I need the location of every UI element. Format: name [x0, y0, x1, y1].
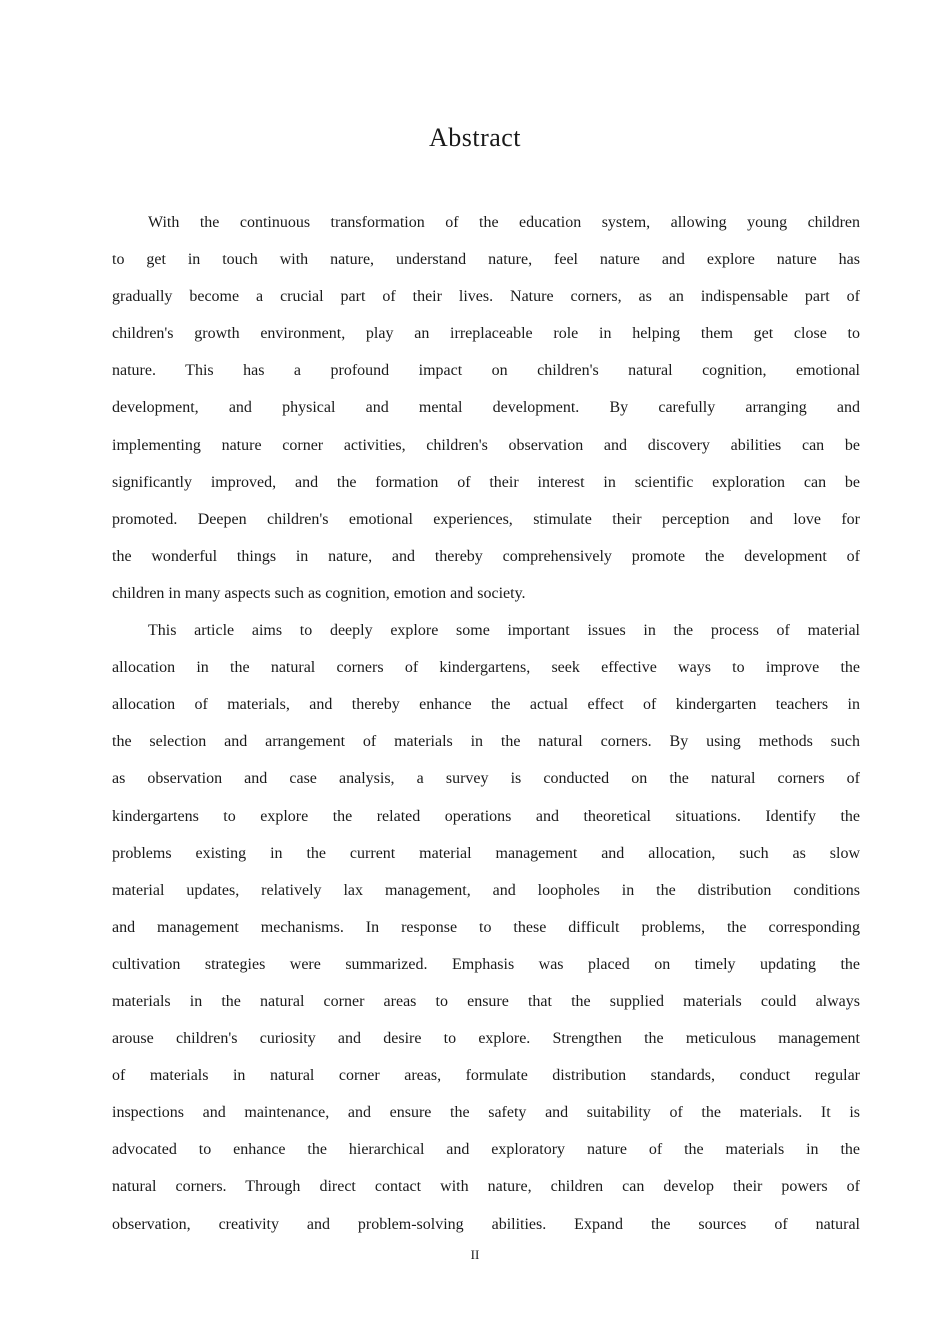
text-line: inspections and maintenance, and ensure the safety and suitability of the materials. It is	[112, 1104, 860, 1122]
text-line: observation, creativity and problem-solving abilities. Expand the sources of natural	[112, 1215, 860, 1233]
text-line: cultivation strategies were summarized. Emphasis was placed on timely updating the	[112, 955, 860, 973]
text-line: the wonderful things in nature, and thereby comprehensively promote the development of	[112, 547, 860, 565]
page-number: II	[470, 1246, 480, 1262]
paragraph	[112, 612, 860, 1243]
text-line: children in many aspects such as cognition, emotion and society.	[112, 584, 526, 602]
text-line: implementing nature corner activities, children's observation and discovery abilities can be	[112, 436, 860, 454]
text-line: material updates, relatively lax management, and loopholes in the distribution conditions	[112, 881, 860, 899]
page-title: Abstract	[428, 123, 522, 152]
text-line: to get in touch with nature, understand nature, feel nature and explore nature has	[112, 251, 860, 269]
text-line: of materials in natural corner areas, formulate distribution standards, conduct regular	[112, 1067, 860, 1085]
text-line: allocation of materials, and thereby enhance the actual effect of kindergarten teachers in	[112, 696, 860, 714]
paragraph	[112, 204, 860, 612]
text-line: This article aims to deeply explore some important issues in the process of material	[148, 622, 860, 640]
text-line: gradually become a crucial part of their lives. Nature corners, as an indispensable part of	[112, 288, 860, 306]
abstract-body	[112, 204, 860, 1243]
text-line: development, and physical and mental development. By carefully arranging and	[112, 399, 860, 417]
text-line: problems existing in the current material management and allocation, such as slow	[112, 844, 860, 862]
text-line: nature. This has a profound impact on children's natural cognition, emotional	[112, 362, 860, 380]
text-line: allocation in the natural corners of kindergartens, seek effective ways to improve the	[112, 659, 860, 677]
text-line: advocated to enhance the hierarchical and exploratory nature of the materials in the	[112, 1141, 860, 1159]
text-line: With the continuous transformation of the education system, allowing young children	[148, 214, 860, 231]
text-line: children's growth environment, play an irreplaceable role in helping them get close to	[112, 325, 860, 343]
text-line: natural corners. Through direct contact with nature, children can develop their powers of	[112, 1178, 860, 1196]
text-line: significantly improved, and the formation of their interest in scientific exploration can be	[112, 473, 860, 491]
text-line: materials in the natural corner areas to ensure that the supplied materials could always	[112, 992, 860, 1010]
text-line: arouse children's curiosity and desire to explore. Strengthen the meticulous management	[112, 1030, 860, 1048]
text-line: promoted. Deepen children's emotional experiences, stimulate their perception and love for	[112, 510, 860, 528]
text-line: the selection and arrangement of materials in the natural corners. By using methods such	[112, 733, 860, 751]
text-line: kindergartens to explore the related operations and theoretical situations. Identify the	[112, 807, 860, 825]
text-line: as observation and case analysis, a survey is conducted on the natural corners of	[112, 770, 860, 788]
text-line: and management mechanisms. In response to these difficult problems, the corresponding	[112, 918, 860, 936]
